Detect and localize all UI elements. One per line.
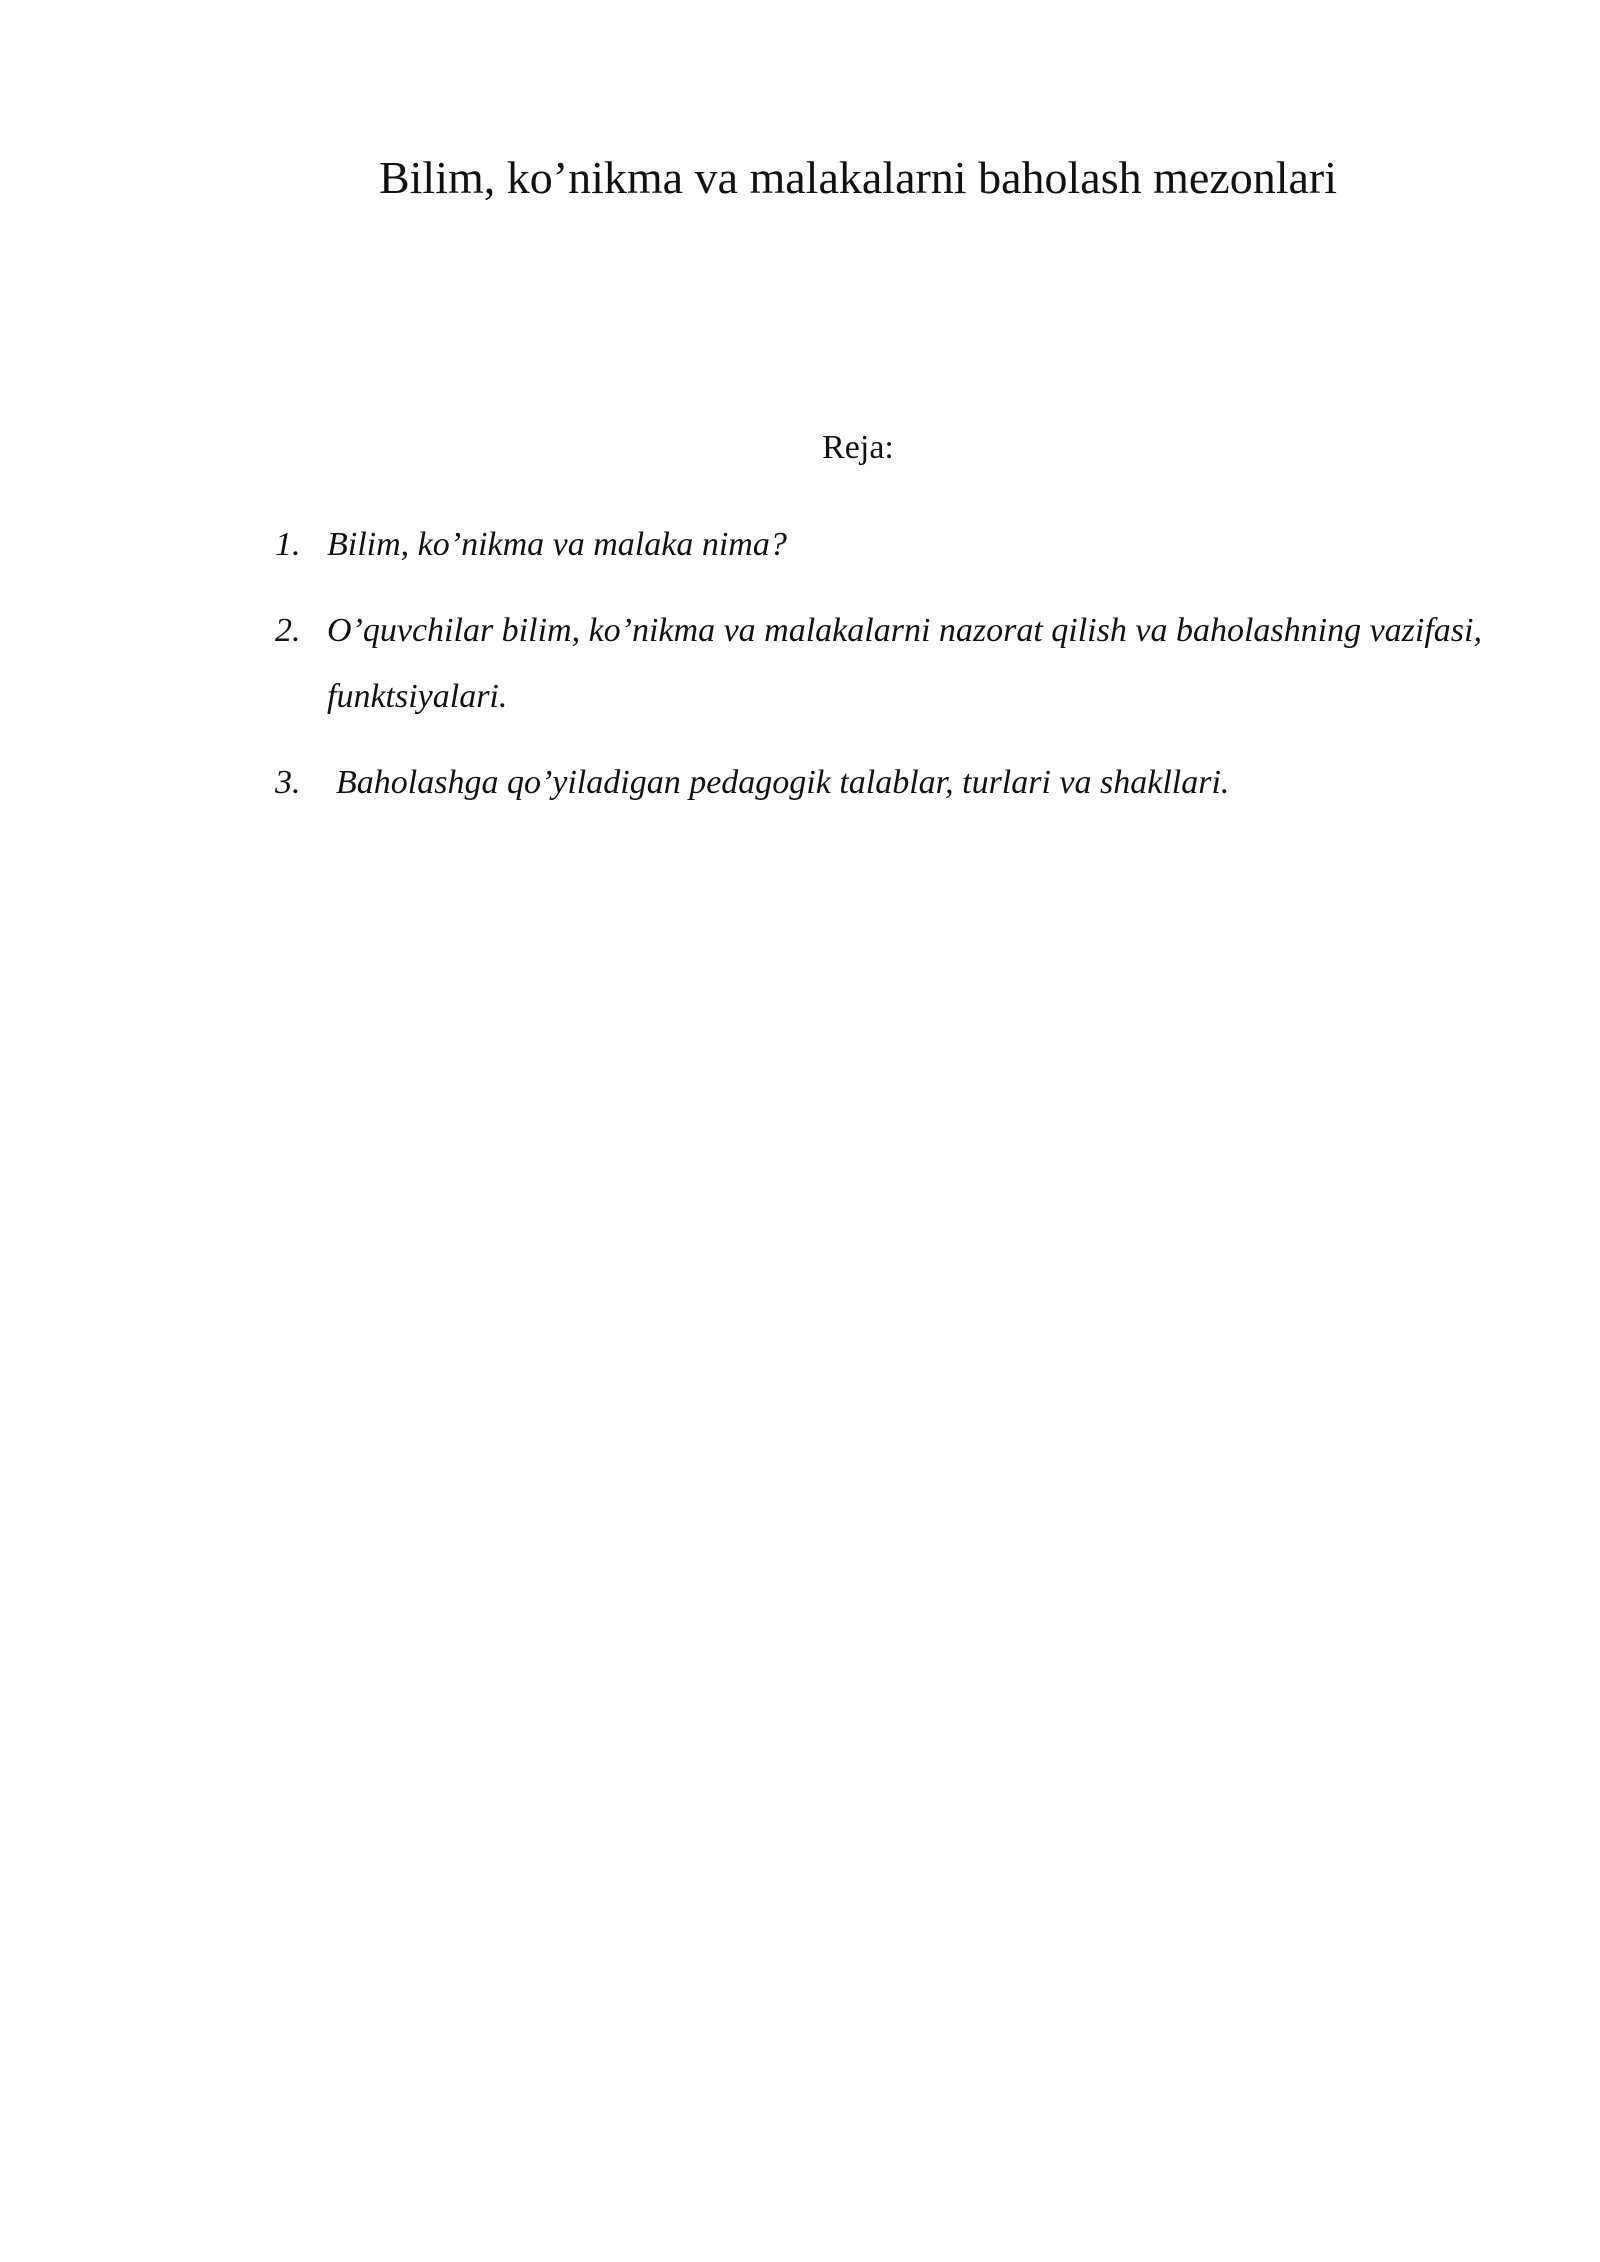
list-item-number: 1. — [275, 526, 301, 563]
list-item-text: Bilim, ko’nikma va malaka nima? — [327, 526, 787, 563]
list-item-text: O’quvchilar bilim, ko’nikma va malakalarni nazorat qilish va baholashning vazifasi, funktsiyalari. — [327, 612, 1482, 715]
list-item — [275, 512, 1515, 578]
list-item-text: Baholashga qo’yiladigan pedagogik talablar, turlari va shakllari. — [336, 764, 1230, 801]
list-item — [275, 598, 1515, 730]
list-item-number: 3. — [275, 764, 301, 801]
plan-list — [275, 512, 1515, 836]
document-title: Bilim, ko’nikma va malakalarni baholash mezonlari — [378, 152, 1338, 203]
list-item-number: 2. — [275, 612, 301, 649]
list-item — [275, 750, 1515, 816]
plan-heading: Reja: — [822, 429, 894, 466]
